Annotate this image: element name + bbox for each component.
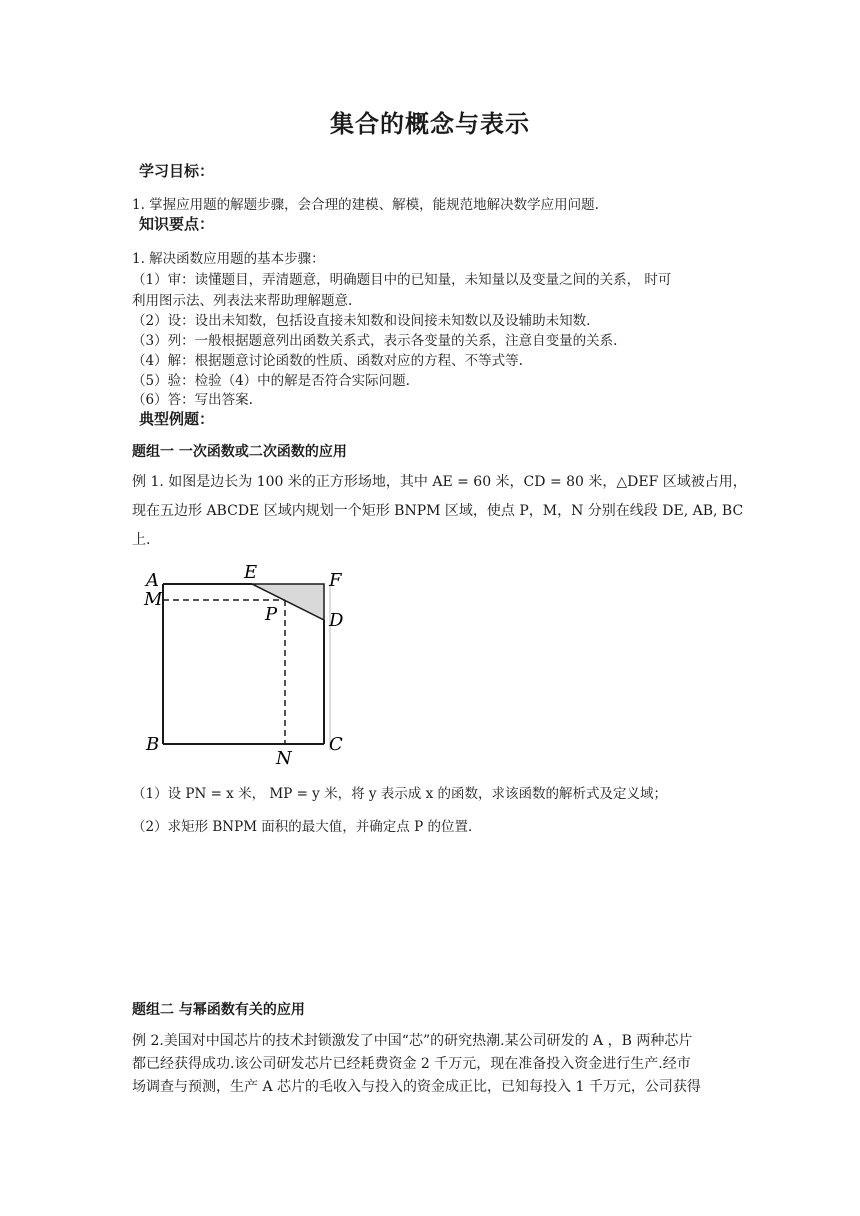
group1-heading: 题组一 一次函数或二次函数的应用 xyxy=(132,444,347,460)
label-d: D xyxy=(329,610,344,631)
question-1: （1）设 PN = x 米， MP = y 米，将 y 表示成 x 的函数，求该函数的解析式及定义域； xyxy=(132,786,667,802)
label-p: P xyxy=(265,604,278,625)
label-f: F xyxy=(329,570,342,591)
knowledge-line: （3）列：一般根据题意列出函数关系式，表示各变量的关系，注意自变量的关系. xyxy=(132,333,618,349)
goals-heading: 学习目标： xyxy=(139,162,215,180)
example2-line: 例 2.美国对中国芯片的技术封锁激发了中国“芯”的研究热潮.某公司研发的 A ，B 两种芯片 xyxy=(132,1033,693,1049)
knowledge-line: 1. 解决函数应用题的基本步骤： xyxy=(132,251,325,267)
label-c: C xyxy=(329,734,343,755)
knowledge-line: （5）验：检验（4）中的解是否符合实际问题. xyxy=(132,373,410,389)
label-e: E xyxy=(244,562,258,583)
shaded-triangle-def xyxy=(252,584,324,620)
examples-heading: 典型例题： xyxy=(139,410,215,428)
label-m: M xyxy=(144,589,163,610)
group2-heading: 题组二 与幂函数有关的应用 xyxy=(132,1002,305,1018)
knowledge-line: （6）答：写出答案. xyxy=(132,392,253,408)
example2-line: 场调查与预测，生产 A 芯片的毛收入与投入的资金成正比，已知每投入 1 千万元，公司获得 xyxy=(132,1079,701,1095)
label-b: B xyxy=(146,734,160,755)
knowledge-line: （1）审：读懂题目，弄清题意，明确题目中的已知量，未知量以及变量之间的关系， 时可 xyxy=(132,272,672,288)
example1-line: 上. xyxy=(132,532,151,548)
label-n: N xyxy=(276,748,292,769)
example1-line: 现在五边形 ABCDE 区域内规划一个矩形 BNPM 区域，使点 P，M，N 分别在线段 DE, AB, BC xyxy=(132,503,744,519)
question-2: （2）求矩形 BNPM 面积的最大值，并确定点 P 的位置. xyxy=(132,819,473,835)
knowledge-line: （2）设：设出未知数，包括设直接未知数和设间接未知数以及设辅助未知数. xyxy=(132,313,591,329)
example1-line: 例 1. 如图是边长为 100 米的正方形场地，其中 AE = 60 米，CD = 80 米，△DEF 区域被占用， xyxy=(132,474,747,490)
goal-item: 1. 掌握应用题的解题步骤，会合理的建模、解模，能规范地解决数学应用问题. xyxy=(132,197,599,213)
example2-line: 都已经获得成功.该公司研发芯片已经耗费资金 2 千万元，现在准备投入资金进行生产.经市 xyxy=(132,1056,691,1072)
geometry-figure xyxy=(130,560,360,770)
knowledge-line: （4）解：根据题意讨论函数的性质、函数对应的方程、不等式等. xyxy=(132,353,523,369)
label-a: A xyxy=(146,570,159,591)
page-title: 集合的概念与表示 xyxy=(330,110,530,138)
knowledge-line: 利用图示法、列表法来帮助理解题意. xyxy=(132,293,353,309)
knowledge-heading: 知识要点： xyxy=(139,215,215,233)
